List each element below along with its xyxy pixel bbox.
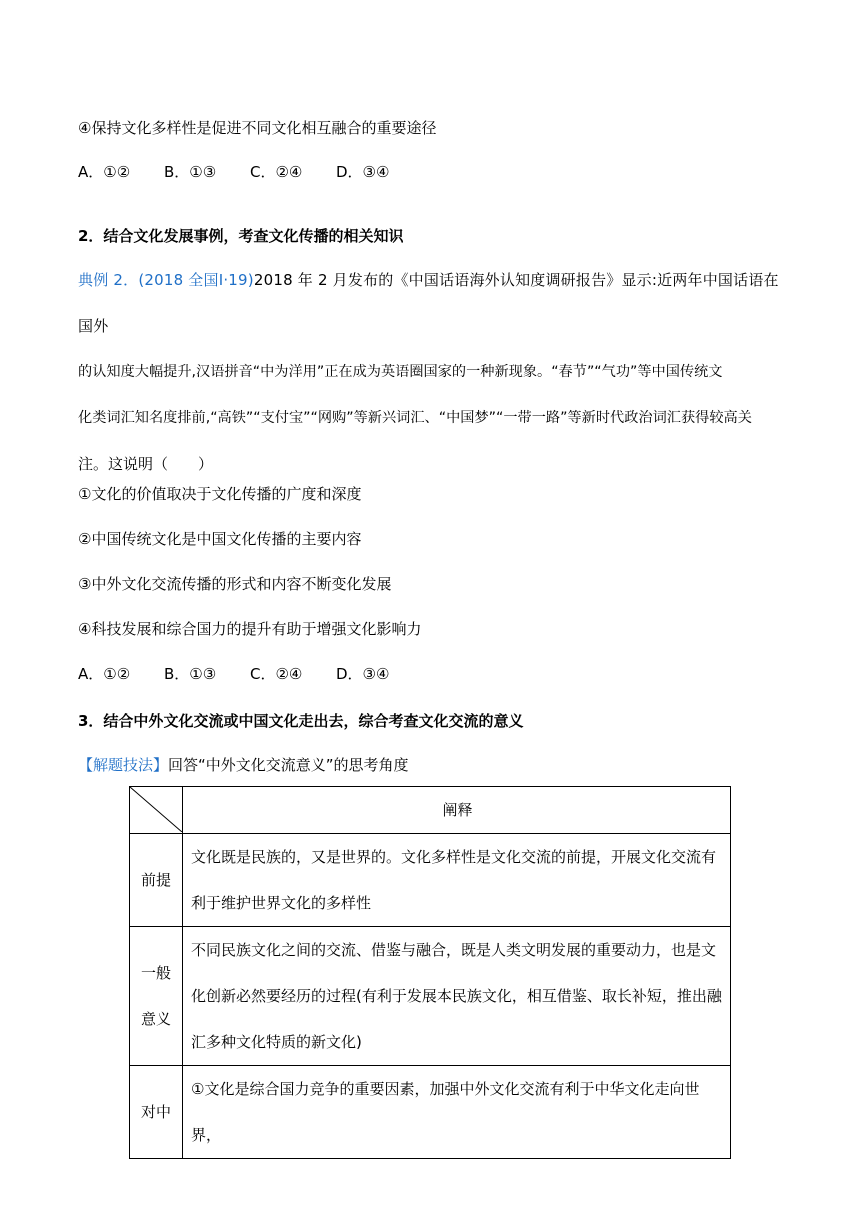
row-label: 对中	[130, 1066, 183, 1159]
question1-option-4: ④保持文化多样性是促进不同文化相互融合的重要途径	[78, 119, 437, 137]
example2-option-2: ②中国传统文化是中国文化传播的主要内容	[78, 530, 362, 548]
table-row	[130, 927, 731, 1066]
diagonal-header-cell	[130, 787, 183, 834]
tip-line	[78, 755, 409, 775]
tip-label: 【解题技法】	[78, 756, 169, 774]
choice-d[interactable]: D．③④	[336, 163, 390, 181]
exchange-significance-table	[129, 786, 731, 1159]
example-label: 典例 2．	[78, 271, 139, 289]
row-content: 不同民族文化之间的交流、借鉴与融合，既是人类文明发展的重要动力，也是文 化创新必然要经历的过程(有利于发展本民族文化，相互借鉴、取长补短，推出融 汇多种文化特质的新文化)	[183, 927, 731, 1066]
table-row	[130, 834, 731, 927]
stem-line-1: 典例 2．(2018 全国Ⅰ·19)2018 年 2 月发布的《中国话语海外认知度调研报告》显示:近两年中国话语在国外	[78, 271, 779, 335]
row-content: 文化既是民族的，又是世界的。文化多样性是文化交流的前提，开展文化交流有 利于维护世界文化的多样性	[183, 834, 731, 927]
question1-choices	[78, 162, 422, 182]
stem-line-2: 的认知度大幅提升,汉语拼音“中为洋用”正在成为英语圈国家的一种新现象。“春节”“气功”等中国传统文	[78, 364, 723, 380]
stem-line-4: 注。这说明（ ）	[78, 455, 214, 473]
choice-a[interactable]: A．①②	[78, 665, 131, 683]
example-source: (2018 全国Ⅰ·19)	[138, 271, 254, 289]
row-content: ①文化是综合国力竞争的重要因素，加强中外文化交流有利于中华文化走向世界，	[183, 1066, 731, 1159]
row-label: 前提	[130, 834, 183, 927]
choice-b[interactable]: B．①③	[164, 665, 217, 683]
example2-choices	[78, 664, 422, 684]
section3-heading: 3．结合中外文化交流或中国文化走出去，综合考查文化交流的意义	[78, 712, 524, 730]
choice-a[interactable]: A．①②	[78, 163, 131, 181]
choice-b[interactable]: B．①③	[164, 163, 217, 181]
diagonal-line-icon	[130, 787, 182, 832]
example2-stem	[78, 257, 784, 487]
example2-option-1: ①文化的价值取决于文化传播的广度和深度	[78, 485, 362, 503]
tip-text: 回答“中外文化交流意义”的思考角度	[168, 756, 409, 774]
stem-line-3: 化类词汇知名度排前,“高铁”“支付宝”“网购”等新兴词汇、“中国梦”“一带一路”等新时代政治词汇获得较高关	[78, 410, 752, 426]
example2-option-3: ③中外文化交流传播的形式和内容不断变化发展	[78, 575, 392, 593]
table-row	[130, 1066, 731, 1159]
example2-option-4: ④科技发展和综合国力的提升有助于增强文化影响力	[78, 620, 422, 638]
choice-d[interactable]: D．③④	[336, 665, 390, 683]
row-label: 一般 意义	[130, 927, 183, 1066]
table-header-row	[130, 787, 731, 834]
table-header-explanation: 阐释	[183, 787, 731, 834]
choice-c[interactable]: C．②④	[250, 665, 303, 683]
section2-heading: 2．结合文化发展事例，考查文化传播的相关知识	[78, 227, 404, 245]
choice-c[interactable]: C．②④	[250, 163, 303, 181]
